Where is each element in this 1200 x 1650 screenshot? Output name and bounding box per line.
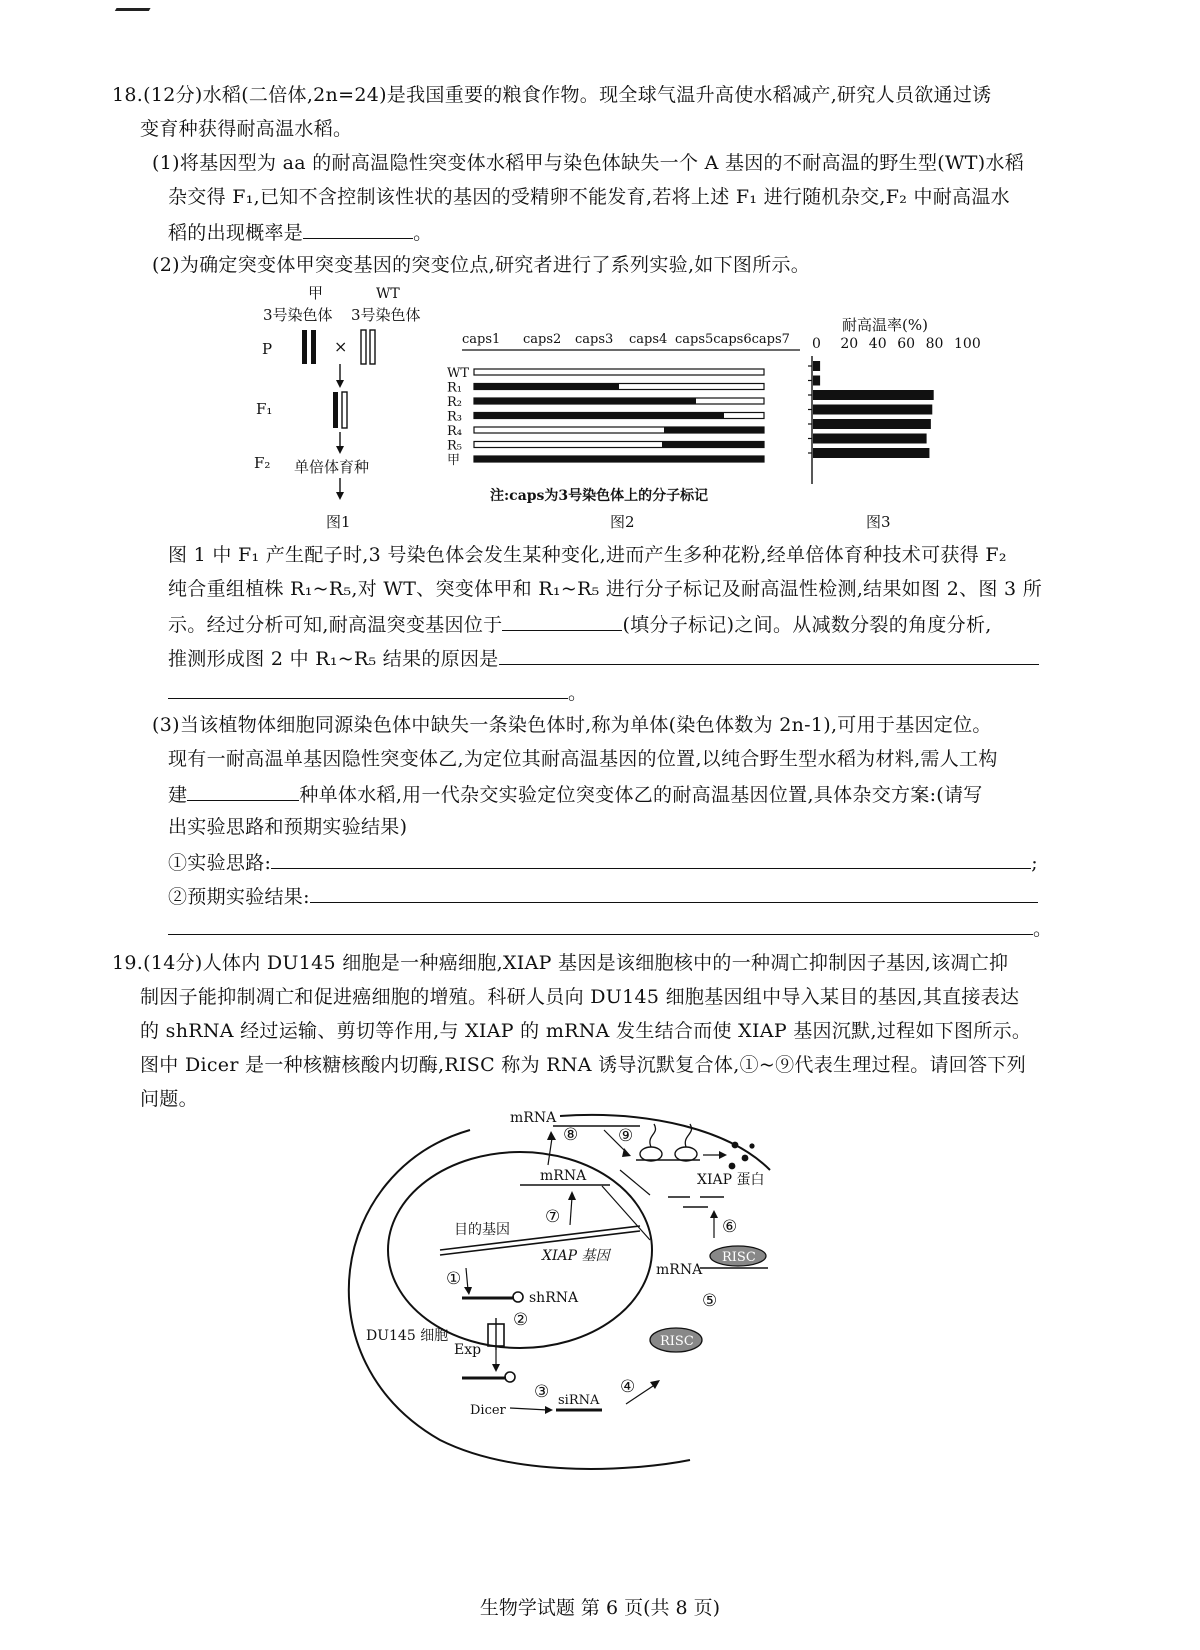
fig2-row-label: R₄ bbox=[447, 424, 462, 439]
q18-part2-text1: 图 1 中 F₁ 产生配子时,3 号染色体会发生某种变化,进而产生多种花粉,经单倍体育种技术可获得 F₂ bbox=[168, 544, 1007, 566]
q18-part2-text3b: (填分子标记)之间。从减数分裂的角度分析, bbox=[622, 614, 992, 636]
q18-part3-result-end: 。 bbox=[1033, 918, 1053, 940]
fig3-tick-label: 20 bbox=[840, 336, 859, 352]
ribosomes bbox=[636, 1124, 755, 1169]
page-footer: 生物学试题 第 6 页(共 8 页) bbox=[479, 1597, 721, 1619]
label-f1: F₁ bbox=[256, 400, 273, 418]
fig3-tick-label: 80 bbox=[925, 336, 944, 352]
q18-part2-text2: 纯合重组植株 R₁~R₅,对 WT、突变体甲和 R₁~R₅ 进行分子标记及耐高温性检测,结果如图 2、图 3 所 bbox=[168, 578, 1043, 600]
q18-part2-text3a: 示。经过分析可知,耐高温突变基因位于 bbox=[168, 614, 503, 636]
step-9: ⑨ bbox=[618, 1126, 634, 1146]
marker-caps2: caps2 bbox=[523, 332, 562, 347]
cell-membrane bbox=[349, 1130, 690, 1469]
q19-line4: 图中 Dicer 是一种核糖核酸内切酶,RISC 称为 RNA 诱导沉默复合体,①~⑨代表生理过程。请回答下列 bbox=[140, 1054, 1026, 1076]
step-4: ④ bbox=[620, 1377, 636, 1397]
label-p: P bbox=[262, 340, 273, 358]
q18-part1-line1: (1)将基因型为 aa 的耐高温隐性突变体水稻甲与染色体缺失一个 A 基因的不耐高温的野生型(WT)水稻 bbox=[152, 152, 1025, 174]
label-dicer: Dicer bbox=[470, 1403, 506, 1418]
q18-part2-end: 。 bbox=[568, 682, 588, 704]
fig2-row-label: R₂ bbox=[447, 395, 462, 410]
fig2-row-label: R₁ bbox=[447, 380, 462, 396]
q18-part3-line4: 出实验思路和预期实验结果) bbox=[168, 816, 408, 838]
q18-part3-line2: 现有一耐高温单基因隐性突变体乙,为定位其耐高温基因的位置,以纯合野生型水稻为材料,需人工构 bbox=[168, 748, 998, 770]
label-target-gene: 目的基因 bbox=[454, 1222, 510, 1238]
fig3-title: 耐高温率(%) bbox=[842, 316, 928, 334]
q18-part1-end: 。 bbox=[413, 222, 433, 244]
q18-intro-line1: 18.(12分)水稻(二倍体,2n=24)是我国重要的粮食作物。现全球气温升高使水稻减产,研究人员欲通过诱 bbox=[112, 84, 992, 106]
q19-line3: 的 shRNA 经过运输、剪切等作用,与 XIAP 的 mRNA 发生结合而使 XIAP 基因沉默,过程如下图所示。 bbox=[140, 1020, 1032, 1042]
q18-part3-line3b: 种单体水稻,用一代杂交实验定位突变体乙的耐高温基因位置,具体杂交方案:(请写 bbox=[299, 784, 983, 806]
fig2-row-label: WT bbox=[447, 366, 470, 381]
q19-line1: 19.(14分)人体内 DU145 细胞是一种癌细胞,XIAP 基因是该细胞核中的一种凋亡抑制因子基因,该凋亡抑 bbox=[112, 952, 1009, 974]
label-shrna: shRNA bbox=[529, 1290, 579, 1306]
label-xiap-protein: XIAP 蛋白 bbox=[697, 1172, 765, 1188]
caption-fig2: 图2 bbox=[610, 513, 635, 531]
q18-part3-line1: (3)当该植物体细胞同源染色体中缺失一条染色体时,称为单体(染色体数为 2n-1),可用于基因定位。 bbox=[152, 714, 992, 736]
q18-part3-result-label: ②预期实验结果: bbox=[168, 886, 310, 908]
marker-caps1: caps1 bbox=[462, 332, 501, 347]
q18-part3-line3a: 建 bbox=[168, 784, 188, 806]
marker-caps3: caps3 bbox=[575, 332, 614, 347]
fig3-tick-label: 40 bbox=[868, 336, 887, 352]
q18-part2-line1: (2)为确定突变体甲突变基因的突变位点,研究者进行了系列实验,如下图所示。 bbox=[152, 254, 811, 276]
q19-line5: 问题。 bbox=[140, 1088, 198, 1110]
label-sirna: siRNA bbox=[558, 1393, 600, 1408]
label-mrna-nucleus: mRNA bbox=[540, 1168, 587, 1184]
chrom-label-right: 3号染色体 bbox=[351, 306, 421, 324]
label-jia: 甲 bbox=[308, 284, 324, 302]
step-8: ⑧ bbox=[563, 1125, 579, 1145]
q18-intro-line2: 变育种获得耐高温水稻。 bbox=[140, 118, 353, 140]
label-risc-2: RISC bbox=[660, 1334, 694, 1349]
q18-part3-idea-label: ①实验思路: bbox=[168, 852, 272, 874]
step-3: ③ bbox=[534, 1382, 550, 1402]
marker-caps5-7: caps5caps6caps7 bbox=[675, 332, 790, 347]
fig2-row-label: R₃ bbox=[447, 409, 462, 425]
haploid-breeding: 单倍体育种 bbox=[294, 458, 370, 476]
q19-line2: 制因子能抑制凋亡和促进癌细胞的增殖。科研人员向 DU145 细胞基因组中导入某目的基因,其直接表达 bbox=[140, 986, 1020, 1008]
label-mrna-risc: mRNA bbox=[656, 1262, 703, 1278]
caption-fig1: 图1 bbox=[326, 513, 351, 531]
q18-part1-line2: 杂交得 F₁,已知不含控制该性状的基因的受精卵不能发育,若将上述 F₁ 进行随机杂交,F₂ 中耐高温水 bbox=[168, 186, 1010, 208]
step-7: ⑦ bbox=[545, 1207, 561, 1227]
chrom-label-left: 3号染色体 bbox=[263, 306, 333, 324]
cross-symbol: × bbox=[334, 337, 348, 356]
q18-part2-text4-label: 推测形成图 2 中 R₁~R₅ 结果的原因是 bbox=[168, 648, 499, 670]
fig3-tick-label: 60 bbox=[897, 336, 916, 352]
fig2-row-label: 甲 bbox=[447, 453, 461, 468]
label-risc-1: RISC bbox=[722, 1250, 756, 1265]
label-wt: WT bbox=[376, 286, 400, 302]
step-6: ⑥ bbox=[722, 1217, 738, 1237]
cell-membrane-top bbox=[560, 1115, 770, 1170]
fig3-tick-label: 100 bbox=[954, 336, 981, 352]
fig3-tick-label: 0 bbox=[812, 336, 821, 352]
label-exp: Exp bbox=[454, 1342, 482, 1358]
q18-part3-idea-end: ; bbox=[1031, 852, 1038, 874]
label-mrna-top: mRNA bbox=[510, 1110, 557, 1126]
step-2: ② bbox=[513, 1310, 529, 1330]
fig2-row-label: R₅ bbox=[447, 438, 462, 454]
marker-caps4: caps4 bbox=[629, 332, 668, 347]
caption-fig3: 图3 bbox=[866, 513, 891, 531]
q18-part1-text: 稻的出现概率是 bbox=[168, 222, 304, 244]
step-5: ⑤ bbox=[702, 1291, 718, 1311]
step-1: ① bbox=[446, 1269, 462, 1289]
label-xiap-gene: XIAP 基因 bbox=[542, 1248, 610, 1264]
fig2-note: 注:caps为3号染色体上的分子标记 bbox=[490, 488, 709, 504]
label-f2: F₂ bbox=[254, 454, 271, 472]
label-du145: DU145 细胞 bbox=[366, 1328, 449, 1344]
